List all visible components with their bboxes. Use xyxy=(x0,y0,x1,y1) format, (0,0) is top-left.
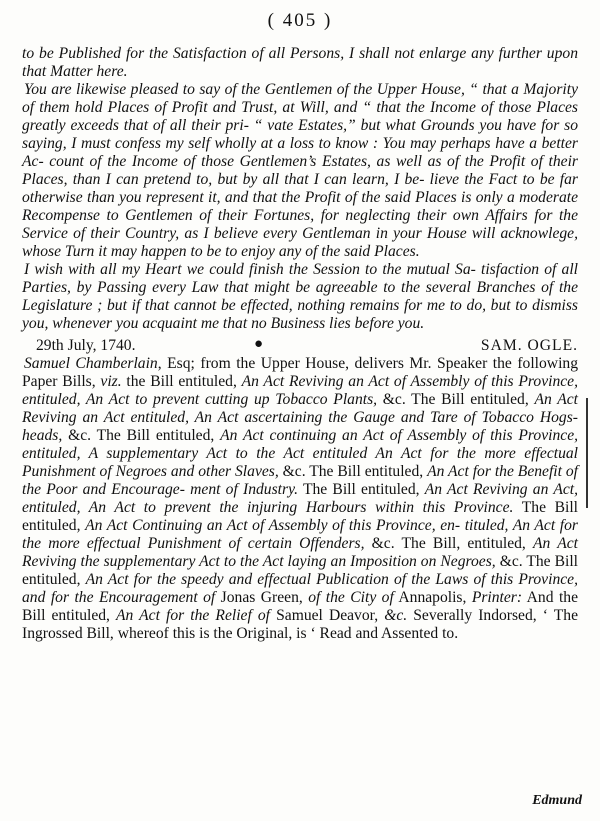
proceedings-segment: Samuel Chamberlain xyxy=(24,355,158,372)
proceedings-segment: &c. The Bill entituled, xyxy=(377,391,535,408)
paragraph-session-closing: I wish with all my Heart we could finish the Session to the mutual Sa- tisfaction of all Parties, by Passing every Law that might be agreeable to the several Branches of the Legislature ; but if that cannot be effected, nothing remains for me to do, but to dismiss you, whenever you acquaint me that no Business lies before you. xyxy=(22,261,578,332)
bill-title: An Act Reviving an Act, entituled, An Act to prevent the injuring Harbours within this Province. xyxy=(22,481,578,516)
bill-title: An Act Reviving an Act entituled, An Act ascertaining the Gauge and Tare of Tobacco Hogs- heads, xyxy=(22,391,578,444)
proceedings-segment: &c. The Bill entituled, xyxy=(278,463,428,480)
catchword: Edmund xyxy=(532,793,582,808)
bill-title: An Act for the Benefit of the Poor and Encourage- ment of Industry. xyxy=(22,463,578,498)
paragraph-proceedings xyxy=(22,355,578,643)
margin-rule xyxy=(586,398,588,508)
proceedings-segment: &c. The Bill entituled, xyxy=(22,553,578,588)
proceedings-segment: of the City of xyxy=(308,589,394,606)
proceedings-segment: Severally Indorsed, ‘ The Ingrossed Bill, whereof this is the Original, is ‘ Read and Assented to. xyxy=(22,607,578,642)
bill-title: An Act Reviving an Act of Assembly of this Province, entituled, An Act to prevent cutting up Tobacco Plants, xyxy=(22,373,578,408)
proceedings-segment: viz. xyxy=(100,373,122,390)
proceedings-segment: &c. xyxy=(384,607,408,624)
proceedings-segment: And the Bill entituled, xyxy=(22,589,578,624)
page-body xyxy=(22,45,578,643)
proceedings-segment: Samuel Deavor, xyxy=(270,607,385,624)
dateline xyxy=(22,335,578,355)
bill-title: An Act for the speedy and effectual Publication of the Laws of this Province, and for the Encouragement of xyxy=(22,571,578,606)
proceedings-segment: &c. The Bill entituled, xyxy=(62,427,221,444)
paragraph-upper-house-reply: You are likewise pleased to say of the Gentlemen of the Upper House, “ that a Majority of them hold Places of Profit and Trust, at Will, and “ that the Income of those Places greatly exceeds that of all their pri- “ vate Estates,” but what Grounds you have for so saying, I must confess my self wholly at a loss to know : You may perhaps have a better Ac- count of the Income of those Gentlemen’s Estates, as well as of the Profit of their Places, than I can pretend to, but by all that I can learn, I be- lieve the Fact to be far otherwise than you represent it, and that the Profit of the said Places is only a moderate Recompense to Gentlemen of their Fortunes, for neglecting their own Affairs for the Service of their Country, as I believe every Gentleman in your House will acknowlege, whose Turn it may happen to be to enjoy any of the said Places. xyxy=(22,81,578,260)
proceedings-segment: Jonas Green, xyxy=(215,589,309,606)
proceedings-segment: Printer: xyxy=(471,589,523,606)
ink-blot-mark: ● xyxy=(254,336,264,352)
proceedings-segment: The Bill entituled, xyxy=(298,481,425,498)
bill-title: An Act Reviving the supplementary Act to the Act laying an Imposition on Negroes, xyxy=(22,535,578,570)
bill-title: An Act continuing an Act of Assembly of this Province, entituled, A supplementary Act to the Act entituled An Act for the more effectual Punishment of Negroes and other Slaves, xyxy=(22,427,579,480)
paragraph-continuation: to be Published for the Satisfaction of all Persons, I shall not enlarge any further upon that Matter here. xyxy=(22,45,578,80)
page-number: ( 405 ) xyxy=(267,10,333,31)
proceedings-segment: The Bill entituled, xyxy=(22,499,578,534)
bill-title: An Act Continuing an Act of Assembly of this Province, en- tituled, An Act for the more effectual Punishment of certain Offenders, xyxy=(22,517,578,552)
proceedings-segment: , Esq; from the Upper House, delivers Mr. Speaker the following Paper Bills, xyxy=(22,355,578,390)
message-date: 29th July, 1740. xyxy=(36,337,136,354)
signer-name: SAM. OGLE. xyxy=(480,337,578,354)
proceedings-segment: &c. The Bill, entituled, xyxy=(364,535,533,552)
proceedings-segment: Annapolis, xyxy=(393,589,472,606)
proceedings-segment: the Bill entituled, xyxy=(121,373,242,390)
bill-title: An Act for the Relief of xyxy=(116,607,271,624)
